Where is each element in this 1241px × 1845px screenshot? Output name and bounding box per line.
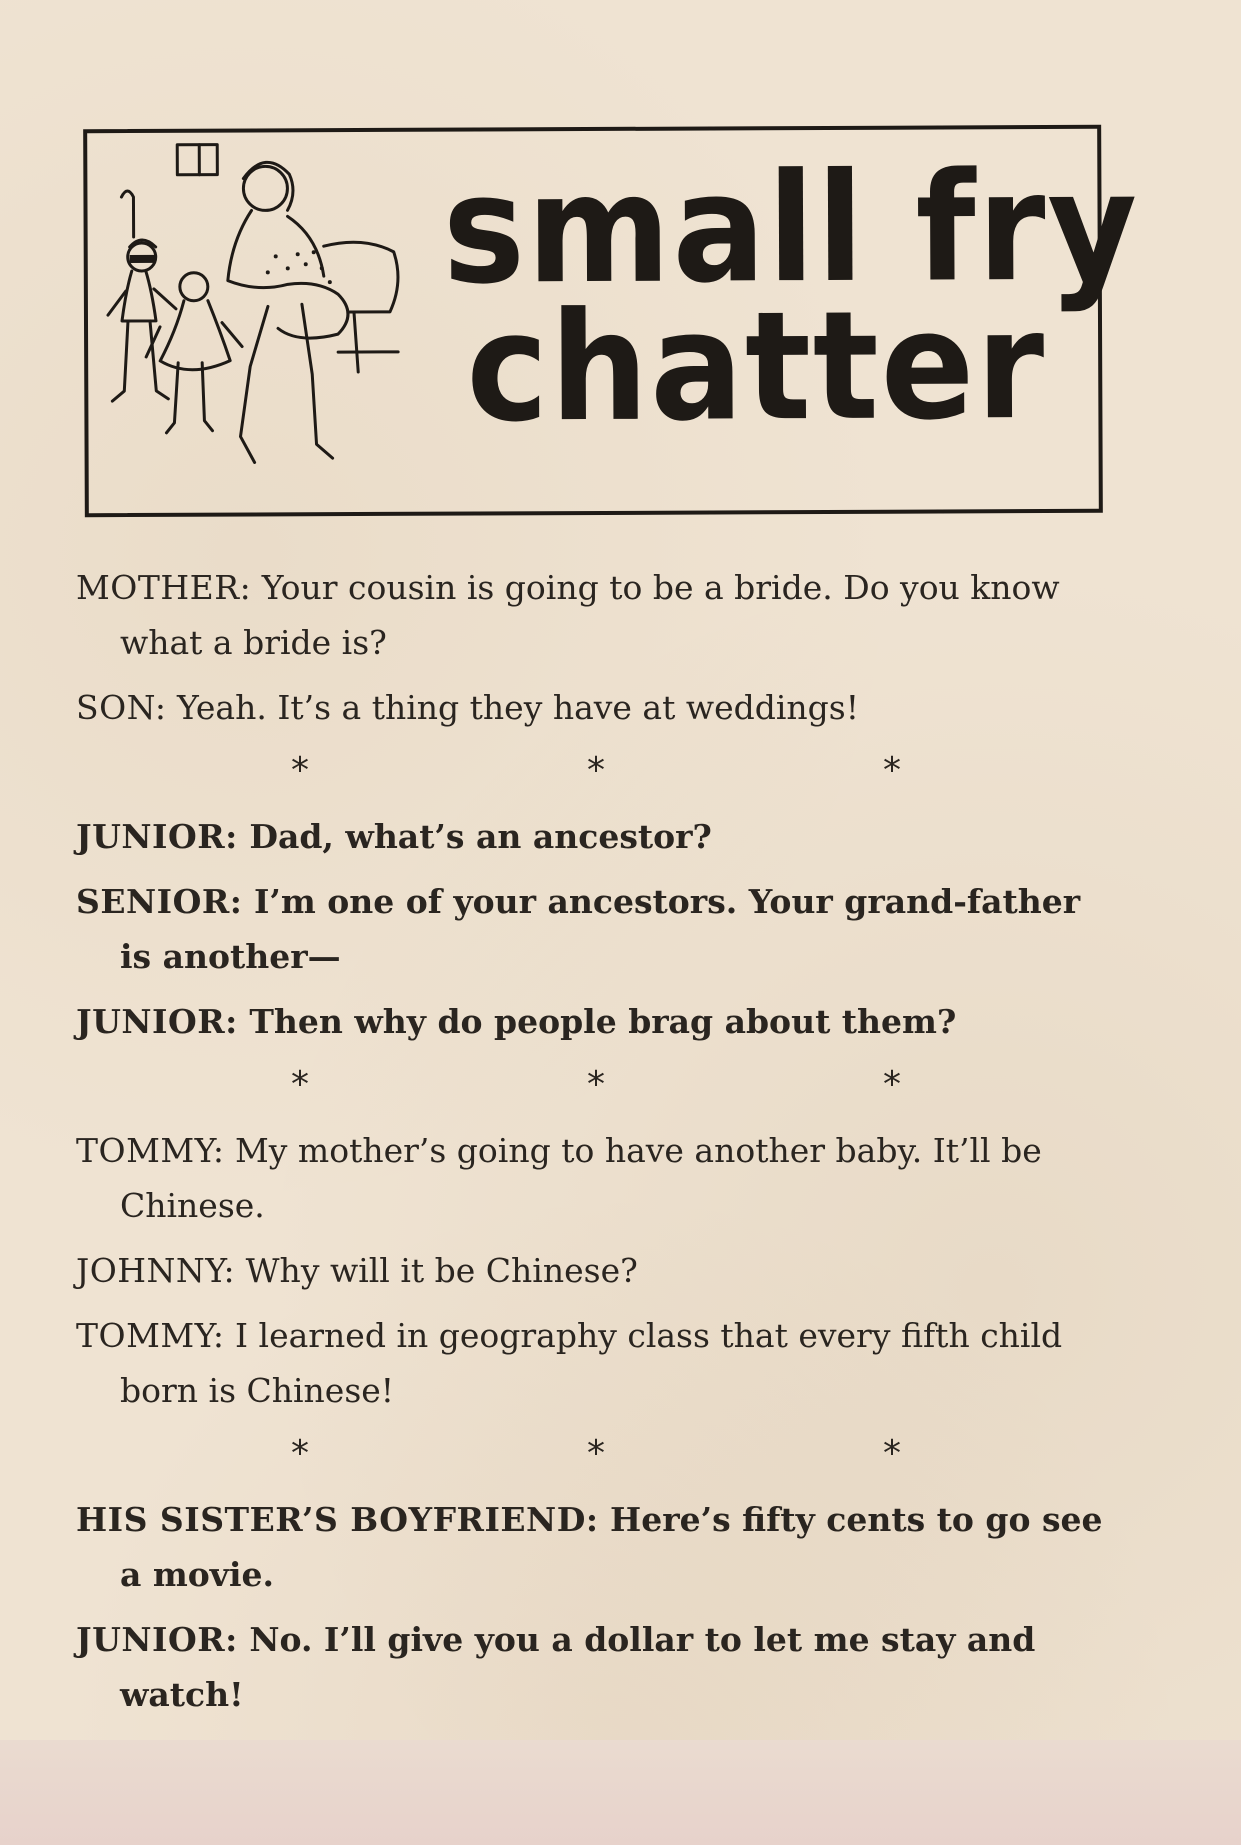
joke-2: [76, 809, 1118, 1049]
separator-star: *: [883, 1064, 901, 1105]
dialogue-line: [76, 680, 1118, 735]
header-title: [442, 140, 1140, 456]
page-bottom-margin: [0, 1740, 1241, 1845]
dialogue-line: [76, 1243, 1118, 1298]
dialogue-text: No. I’ll give you a dollar to let me stay and watch!: [120, 1620, 1036, 1714]
separator-stars: [291, 1059, 901, 1111]
dialogue-line: [76, 809, 1118, 864]
dialogue-line: [76, 560, 1118, 670]
speaker-name: SON:: [76, 688, 167, 727]
header-box: [83, 125, 1140, 517]
dialogue-line: [76, 1492, 1118, 1602]
separator-star: *: [291, 1064, 309, 1105]
dialogue-text: Why will it be Chinese?: [245, 1251, 638, 1290]
speaker-name: MOTHER:: [76, 568, 252, 607]
dialogue-line: [76, 1612, 1118, 1722]
dialogue-text: Your cousin is going to be a bride. Do you know what a bride is?: [120, 568, 1060, 662]
dialogue-text: I’m one of your ancestors. Your grand-father is another—: [120, 882, 1081, 976]
speaker-name: TOMMY:: [76, 1131, 225, 1170]
dialogue-line: [76, 994, 1118, 1049]
separator-star: *: [883, 1433, 901, 1474]
speaker-name: HIS SISTER’S BOYFRIEND:: [76, 1500, 599, 1539]
separator-star: *: [291, 750, 309, 791]
joke-1: [76, 560, 1118, 735]
speaker-name: JUNIOR:: [76, 1002, 238, 1041]
dialogue-line: [76, 1308, 1118, 1418]
speaker-name: JUNIOR:: [76, 1620, 238, 1659]
joke-3: [76, 1123, 1118, 1418]
separator-stars: [291, 1428, 901, 1480]
header-title-line-2: chatter: [465, 279, 1047, 456]
separator-star: *: [587, 1433, 605, 1474]
family-illustration: [91, 136, 413, 509]
dialogue-text: I learned in geography class that every fifth child born is Chinese!: [120, 1316, 1063, 1410]
separator-star: *: [291, 1433, 309, 1474]
joke-4: [76, 1492, 1118, 1722]
speaker-name: SENIOR:: [76, 882, 243, 921]
dialogue-line: [76, 1123, 1118, 1233]
separator-star: *: [587, 750, 605, 791]
dialogue-text: Then why do people brag about them?: [249, 1002, 957, 1041]
jokes-content: [76, 560, 1118, 1732]
dialogue-text: Yeah. It’s a thing they have at weddings!: [176, 688, 859, 727]
dialogue-text: Here’s fifty cents to go see a movie.: [120, 1500, 1103, 1594]
separator-star: *: [883, 750, 901, 791]
dialogue-text: Dad, what’s an ancestor?: [249, 817, 712, 856]
speaker-name: JOHNNY:: [76, 1251, 236, 1290]
dialogue-text: My mother’s going to have another baby. It’ll be Chinese.: [120, 1131, 1042, 1225]
separator-star: *: [587, 1064, 605, 1105]
dialogue-line: [76, 874, 1118, 984]
speaker-name: JUNIOR:: [76, 817, 238, 856]
speaker-name: TOMMY:: [76, 1316, 225, 1355]
separator-stars: [291, 745, 901, 797]
header-title-line-1: small fry: [442, 140, 1140, 318]
